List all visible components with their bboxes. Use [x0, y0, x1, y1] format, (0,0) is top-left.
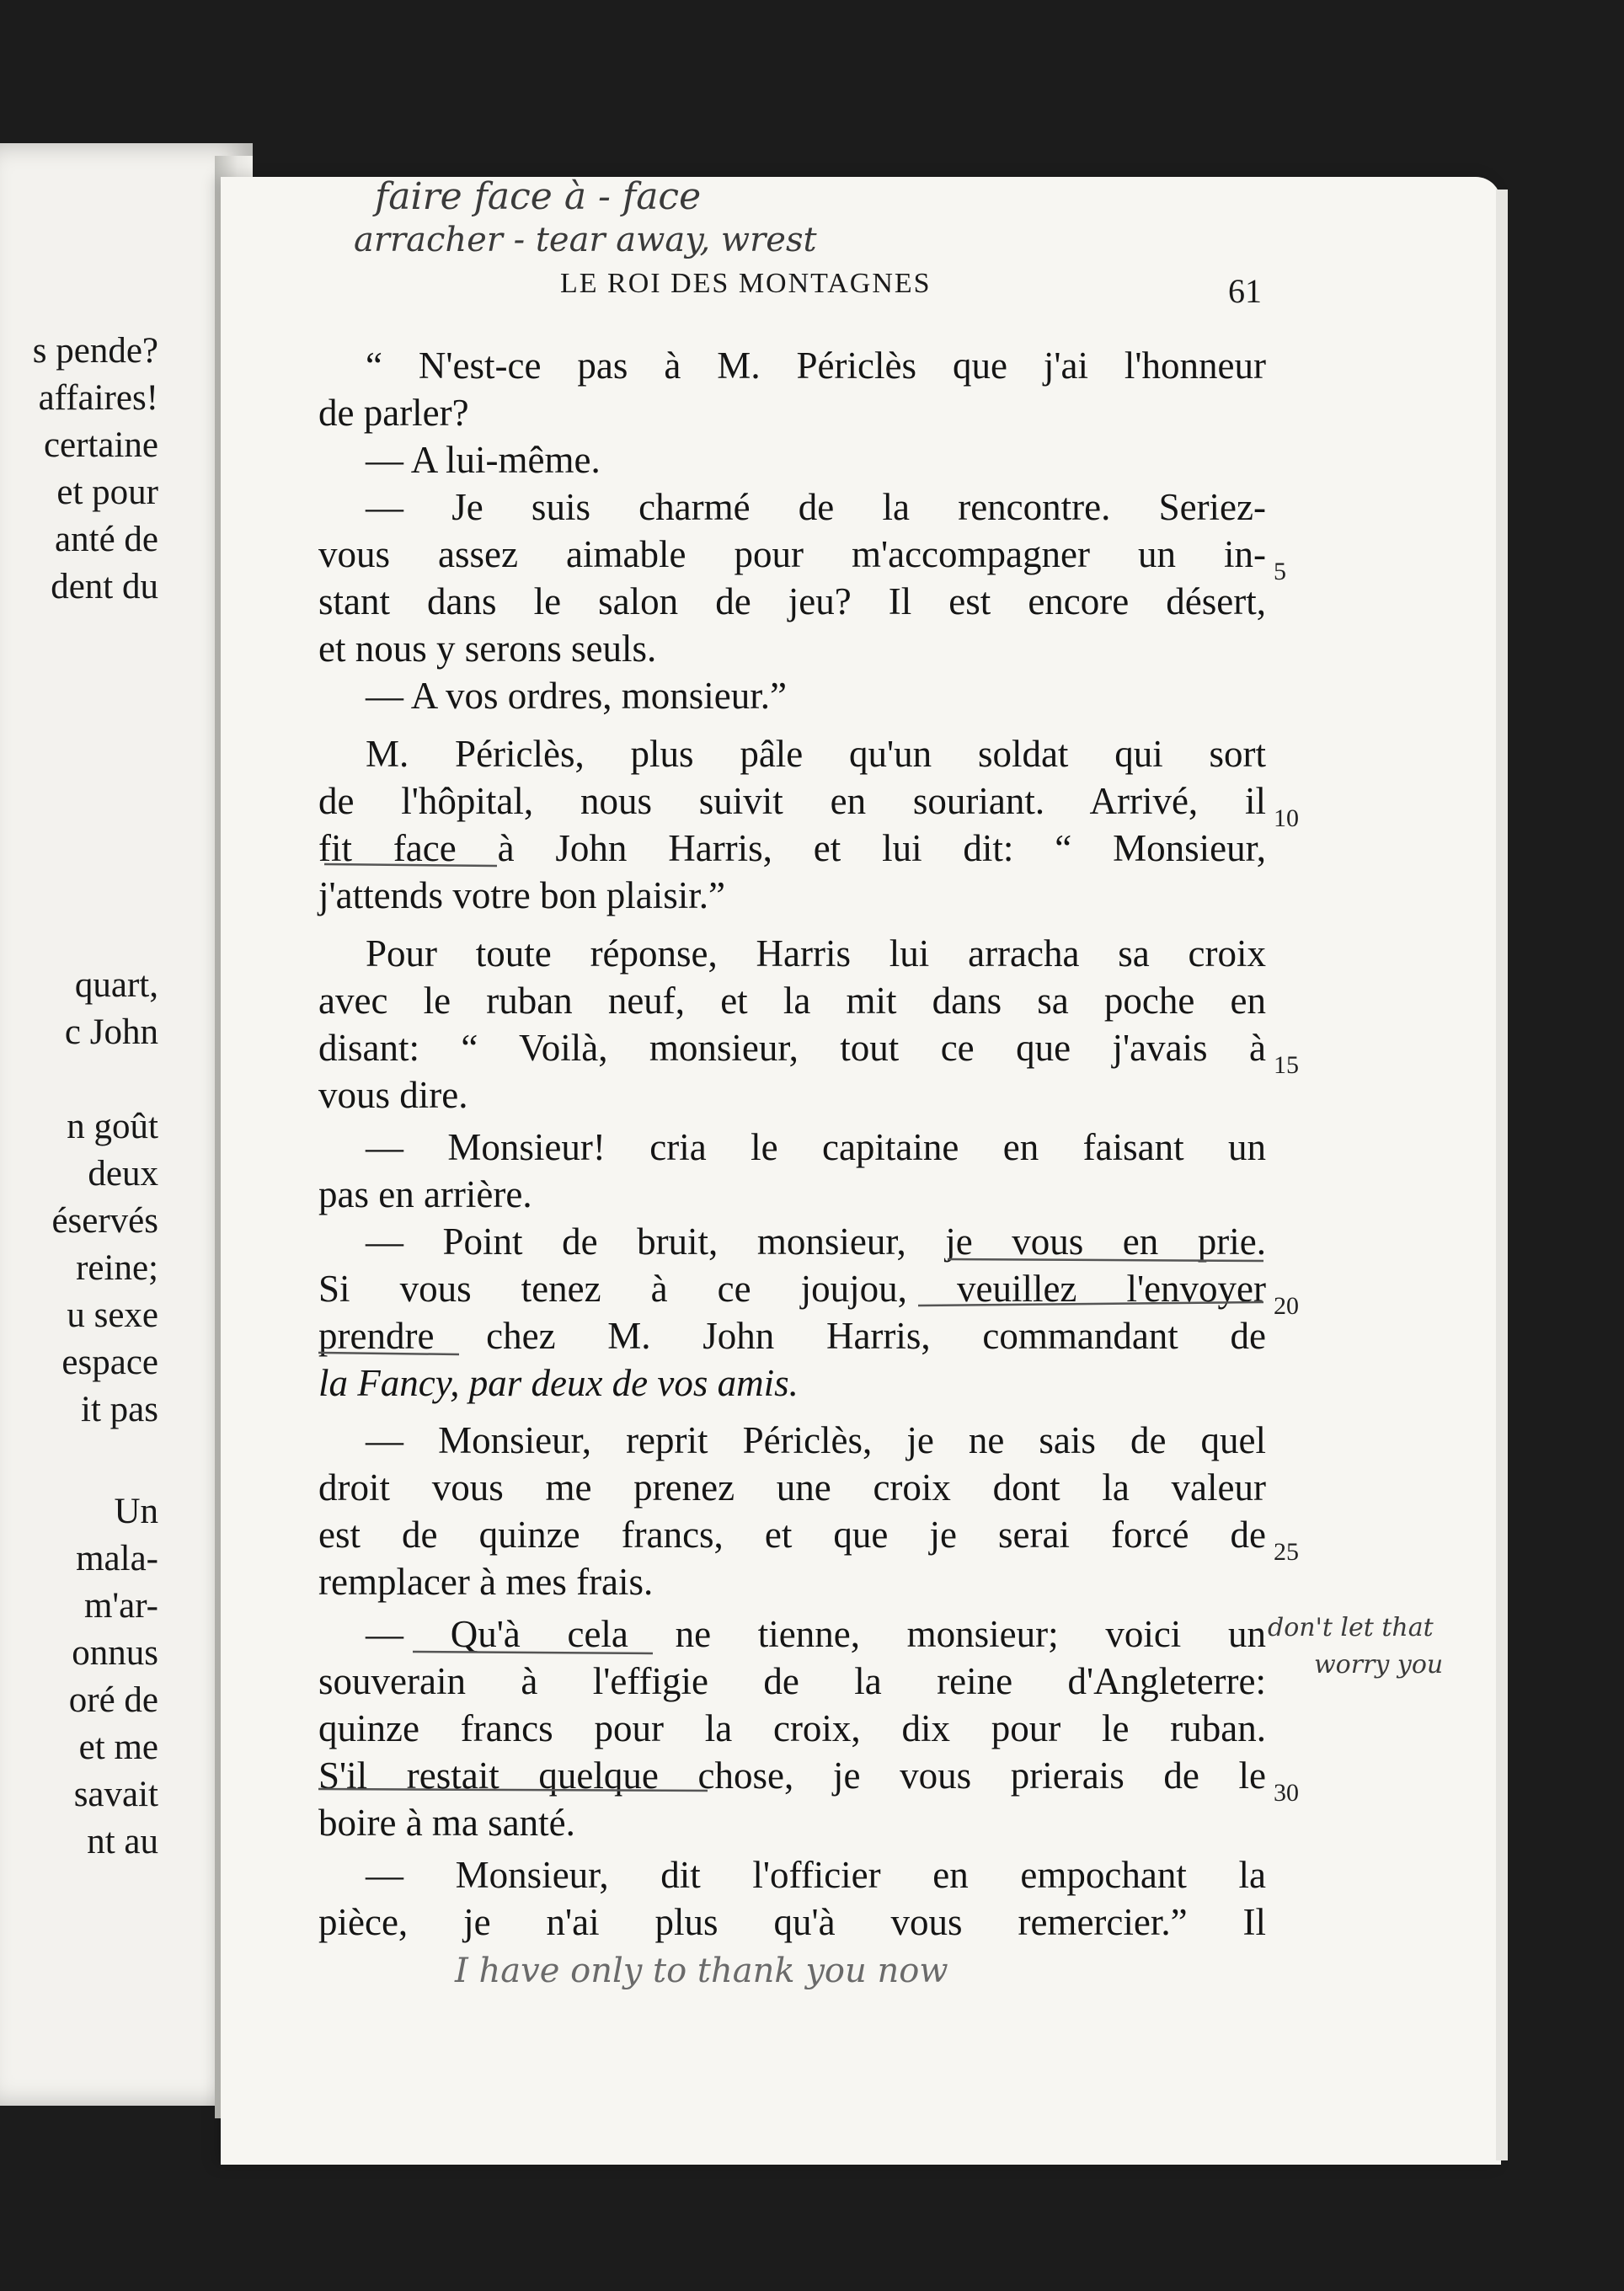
text-line: fit face à John Harris, et lui dit: “ Monsieur,	[318, 827, 1266, 869]
left-line: nt au	[87, 1822, 158, 1861]
handwritten-margin-note: don't let that	[1268, 1613, 1434, 1642]
left-line: Un	[114, 1492, 158, 1531]
text-line: Si vous tenez à ce joujou, veuillez l'envoyer	[318, 1268, 1266, 1310]
text-line: S'il restait quelque chose, je vous prierais de le	[318, 1754, 1266, 1797]
text-line: droit vous me prenez une croix dont la valeur	[318, 1466, 1266, 1509]
left-line: deux	[88, 1154, 158, 1194]
left-line: mala-	[76, 1539, 158, 1578]
running-header: LE ROI DES MONTAGNES	[560, 268, 932, 299]
text-line: vous assez aimable pour m'accompagner un in-	[318, 533, 1266, 575]
left-line: n goût	[67, 1107, 158, 1146]
line-number: 15	[1274, 1051, 1299, 1079]
left-line: u sexe	[67, 1295, 158, 1335]
left-line: s pende?	[32, 331, 158, 371]
left-line: savait	[73, 1775, 158, 1814]
left-line: dent du	[51, 567, 158, 606]
text-line: pas en arrière.	[318, 1173, 532, 1215]
text-line: — A vos ordres, monsieur.”	[366, 675, 787, 717]
text-line: — Point de bruit, monsieur, je vous en prie.	[366, 1220, 1266, 1263]
left-line: it pas	[81, 1390, 158, 1429]
handwritten-margin-note: worry you	[1314, 1650, 1444, 1680]
text-line: disant: “ Voilà, monsieur, tout ce que j'avais à	[318, 1027, 1266, 1069]
handwritten-note-top: arracher - tear away, wrest	[354, 221, 817, 259]
left-line: quart,	[74, 965, 158, 1005]
left-line: m'ar-	[83, 1586, 158, 1626]
left-line: éservés	[51, 1201, 158, 1241]
left-line: c John	[64, 1012, 158, 1052]
text-line: — Monsieur! cria le capitaine en faisant un	[366, 1126, 1266, 1168]
left-line: reine;	[76, 1248, 158, 1288]
text-line: de l'hôpital, nous suivit en souriant. Arrivé, il	[318, 780, 1266, 822]
text-line: la Fancy, par deux de vos amis.	[318, 1362, 799, 1404]
text-line: — Monsieur, dit l'officier en empochant la	[366, 1854, 1266, 1896]
text-line: stant dans le salon de jeu? Il est encore désert,	[318, 580, 1266, 622]
left-line: et pour	[56, 473, 158, 512]
text-line: de parler?	[318, 392, 469, 434]
line-number: 5	[1274, 558, 1286, 585]
text-line: M. Périclès, plus pâle qu'un soldat qui sort	[366, 733, 1266, 775]
left-line: affaires!	[38, 378, 158, 418]
line-number: 25	[1274, 1538, 1299, 1566]
text-line: Pour toute réponse, Harris lui arracha sa croix	[366, 932, 1266, 975]
left-line: et me	[78, 1728, 158, 1767]
text-line: “ N'est-ce pas à M. Périclès que j'ai l'honneur	[366, 344, 1266, 387]
text-line: — Je suis charmé de la rencontre. Seriez-	[366, 486, 1266, 528]
page-number: 61	[1228, 272, 1262, 310]
text-line: — Monsieur, reprit Périclès, je ne sais de quel	[366, 1419, 1266, 1461]
line-number: 10	[1274, 804, 1299, 832]
left-line: onnus	[72, 1633, 158, 1673]
text-line: est de quinze francs, et que je serai forcé de	[318, 1514, 1266, 1556]
text-line: j'attends votre bon plaisir.”	[318, 874, 726, 916]
left-line: espace	[61, 1343, 158, 1382]
text-line: pièce, je n'ai plus qu'à vous remercier.” Il	[318, 1901, 1266, 1943]
text-line: remplacer à mes frais.	[318, 1561, 654, 1603]
handwritten-note-top: faire face à - face	[375, 175, 702, 218]
text-line: — Qu'à cela ne tienne, monsieur; voici un	[366, 1613, 1266, 1655]
text-line: boire à ma santé.	[318, 1802, 575, 1844]
handwritten-note-bottom: I have only to thank you now	[455, 1952, 948, 1990]
left-line: oré de	[68, 1680, 158, 1720]
text-line: prendre chez M. John Harris, commandant de	[318, 1315, 1266, 1357]
text-line: et nous y serons seuls.	[318, 627, 657, 670]
text-line: — A lui-même.	[366, 439, 601, 481]
text-line: quinze francs pour la croix, dix pour le ruban.	[318, 1707, 1266, 1749]
text-line: souverain à l'effigie de la reine d'Angleterre:	[318, 1660, 1266, 1702]
line-number: 30	[1274, 1779, 1299, 1807]
text-line: avec le ruban neuf, et la mit dans sa poche en	[318, 980, 1266, 1022]
line-number: 20	[1274, 1292, 1299, 1320]
left-line: anté de	[55, 520, 158, 559]
text-line: vous dire.	[318, 1074, 468, 1116]
left-line: certaine	[43, 425, 158, 465]
